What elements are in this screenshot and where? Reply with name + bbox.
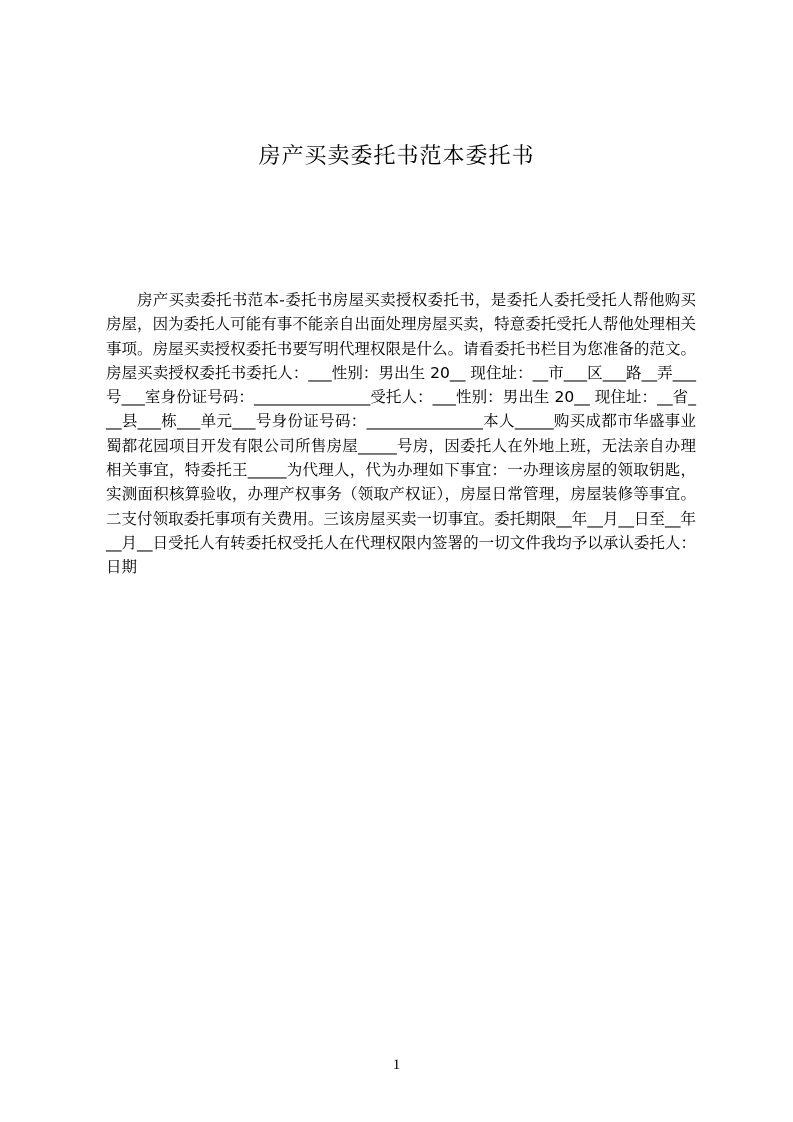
page-number: 1 [392,1057,401,1073]
document-title: 房产买卖委托书范本委托书 [258,144,535,169]
document-body-paragraph: 房产买卖委托书范本-委托书房屋买卖授权委托书，是委托人委托受托人帮他购买房屋，因为委托人可能有事不能亲自出面处理房屋买卖，特意委托受托人帮他处理相关事项。房屋买卖授权委托书要写明代理权限是什么。请看委托书栏目为您准备的范文。房屋买卖授权委托书委托人：___性别：男出生 20__ 现住址：__市___区___路__弄___号___室身份证号码：_______________受托人：___性别：男出生 20__ 现住址：__省___县___栋___单元___号身份证号码：_______________本人_____购买成都市华盛事业蜀都花园项目开发有限公司所售房屋_____号房，因委托人在外地上班，无法亲自办理相关事宜，特委托王_____为代理人，代为办理如下事宜：一办理该房屋的领取钥匙，实测面积核算验收，办理产权事务（领取产权证），房屋日常管理，房屋装修等事宜。二支付领取委托事项有关费用。三该房屋买卖一切事宜。委托期限__年__月__日至__年__月__日受托人有转委托权受托人在代理权限内签署的一切文件我均予以承认委托人：日期 [106,291,696,577]
